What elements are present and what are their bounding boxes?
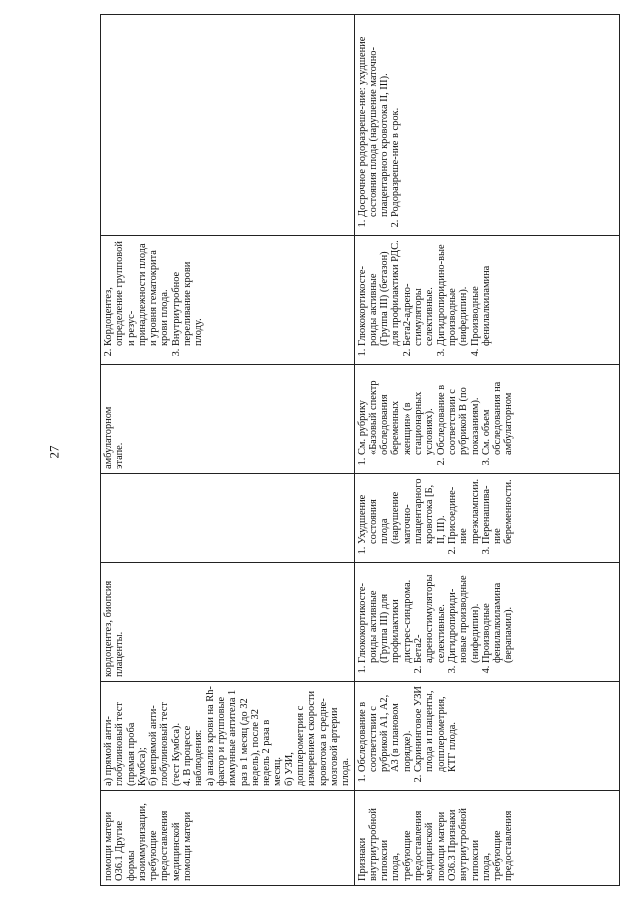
- list-item: 4. Производные фенилалкиламина: [470, 240, 493, 346]
- numbered-list: [103, 240, 205, 360]
- list-item: 1. Ухудшение состояния плода (нарушение маточно-плацентарного кровотока [Б, II, III).: [357, 478, 447, 544]
- cell-text-line: изоиммунизации,: [136, 803, 148, 881]
- cell-text-line: иммунные антитела 1: [227, 689, 239, 786]
- clinical-protocol-table: [100, 14, 620, 886]
- page-number: [46, 440, 66, 464]
- cell-delivery: [354, 15, 619, 236]
- numbered-list: [357, 369, 515, 469]
- cell-diagnostics: [354, 682, 619, 791]
- cell-text-line: недель 2 раза в: [261, 719, 273, 786]
- numbered-list: [357, 686, 459, 786]
- cell-text-line: (прямая проба: [125, 722, 137, 786]
- table-row: [354, 15, 619, 886]
- cell-diagnosis: [101, 791, 355, 886]
- cell-inpatient-diagnostics: [101, 365, 355, 474]
- cell-text-line: требующие: [401, 830, 413, 881]
- cell-text-line: допплерометрия с: [295, 705, 307, 786]
- cell-text-line: мозговой артерии: [328, 707, 340, 786]
- numbered-list: [357, 240, 493, 360]
- cell-text-line: медицинской: [424, 822, 436, 881]
- cell-text-line: плода,: [390, 852, 402, 881]
- list-item: 2. Скрининговое УЗИ плода и плаценты, допплерометрия, КТГ плода.: [413, 686, 458, 772]
- table-row: [101, 15, 355, 886]
- numbered-list: [357, 19, 402, 231]
- cell-text-line: формы: [125, 850, 137, 881]
- cell-text-line: наблюдения:: [193, 729, 205, 786]
- cell-text-line: кордоцентез, биопсия: [103, 580, 114, 677]
- cell-hospitalization-indications: [354, 474, 619, 563]
- cell-text-line: амбулаторном: [103, 406, 114, 469]
- list-item: 2. Обследование в соответствии с рубрикой В (по показаниям).: [436, 369, 481, 455]
- cell-text-line: предоставления: [503, 810, 515, 881]
- cell-text-line: внутриутробной: [367, 808, 379, 881]
- list-item: 1. Досрочное родоразреше-ние: ухудшение состояния плода (нарушение маточно-плацентарного кровотока II, III).: [357, 19, 391, 217]
- cell-inpatient-treatment: [354, 236, 619, 365]
- list-item: 3. Дигидропириди-новые производные (нифедипин).: [447, 567, 481, 663]
- cell-text-line: медицинской: [170, 822, 182, 881]
- cell-text-line: внутриутробной: [458, 808, 470, 881]
- list-item: 1. См. рубрику «Базовый спектр обследования беременных женщин» (в стационарных условиях).: [357, 369, 436, 455]
- list-item: 2. Бета2-адреностимуляторы селективные.: [413, 567, 447, 663]
- cell-text-line: Признаки: [356, 837, 368, 881]
- cell-treatment: [101, 563, 355, 682]
- cell-text-line: O36.1 Другие: [114, 820, 126, 881]
- list-item: 1. Глюкокортикосте-роиды активные (Группа III) для профилактики дистрес-синдрома.: [357, 567, 413, 663]
- cell-text-line: а) прямой анти-: [103, 716, 114, 786]
- rotated-table-container: [100, 14, 620, 886]
- cell-text-line: фактор и групповые: [215, 696, 227, 786]
- list-item: 3. См. объем обследования на амбулаторном: [481, 369, 515, 455]
- cell-text-line: недель), после 32: [249, 709, 261, 786]
- cell-text-line: плаценты.: [114, 631, 126, 677]
- cell-hospitalization-indications: [101, 474, 355, 563]
- numbered-list: [357, 478, 515, 558]
- cell-text-line: гипоксии: [379, 839, 391, 881]
- list-item: 4. Производные фенилалкиламина (верапамил).: [481, 567, 515, 663]
- cell-diagnostics: [101, 682, 355, 791]
- cell-text-line: а) анализ крови на Rh-: [204, 686, 216, 786]
- cell-text-line: этапе.: [114, 442, 126, 469]
- cell-text-line: требующие: [148, 830, 160, 881]
- cell-text-line: предоставления: [413, 810, 425, 881]
- cell-text-line: б) УЗИ,: [283, 752, 295, 786]
- cell-text-line: O36.3 Признаки: [446, 809, 458, 881]
- list-item: 2. Бета2-адрено-стимуляторы селективные.: [402, 240, 436, 346]
- cell-treatment: [354, 563, 619, 682]
- list-item: 2. Родоразреше-ние в срок.: [390, 19, 401, 217]
- cell-diagnosis: [354, 791, 619, 886]
- cell-text-line: (тест Кумбса).: [170, 722, 182, 786]
- cell-text-line: глобулиновый тест: [114, 702, 126, 786]
- cell-inpatient-diagnostics: [354, 365, 619, 474]
- list-item: 2. Кордоцентез, определение групповой и резус-принадлежности плода и уровня гематокрита крови плода.: [103, 240, 171, 346]
- cell-text-line: плода.: [340, 757, 352, 786]
- cell-text-line: помощи матери: [182, 811, 194, 881]
- cell-text-line: предоставления: [159, 810, 171, 881]
- cell-delivery: [101, 15, 355, 236]
- list-item: 2. Присоедине-ние преэклампсии.: [447, 478, 481, 544]
- cell-text-line: раз в 1 месяц (до 32: [238, 698, 250, 786]
- cell-text-line: помощи матери: [103, 811, 114, 881]
- list-item: 3. Дигидропиридино-вые производные (нифедипин).: [436, 240, 470, 346]
- list-item: 3. Внутриутробное переливание крови плоду.: [171, 240, 205, 346]
- cell-text-line: Кумбса);: [136, 747, 148, 786]
- cell-text-line: б) непрямой анти-: [148, 705, 160, 786]
- cell-inpatient-treatment: [101, 236, 355, 365]
- cell-text-line: помощи матери: [435, 811, 447, 881]
- cell-text-line: требующие: [492, 830, 504, 881]
- cell-text-line: измерением скорости: [306, 690, 318, 786]
- cell-text-line: глобулиновый тест: [159, 702, 171, 786]
- list-item: 3. Перенашива-ние беременности.: [481, 478, 515, 544]
- cell-text-line: месяц.: [272, 757, 284, 786]
- cell-text-line: кровотока в средне-: [317, 698, 329, 786]
- cell-text-line: 4. В процессе: [182, 725, 194, 786]
- page-number-text: 27: [46, 445, 62, 459]
- list-item: 1. Глюкокортикосте-роиды активные (Группа III) (бетазон) для профилактики РДС.: [357, 240, 402, 346]
- numbered-list: [357, 567, 515, 677]
- cell-text-line: гипоксии: [469, 839, 481, 881]
- cell-text-line: плода,: [480, 852, 492, 881]
- list-item: 1. Обследование в соответствии с рубрикой А1, А2, А3 (в плановом порядке).: [357, 686, 413, 772]
